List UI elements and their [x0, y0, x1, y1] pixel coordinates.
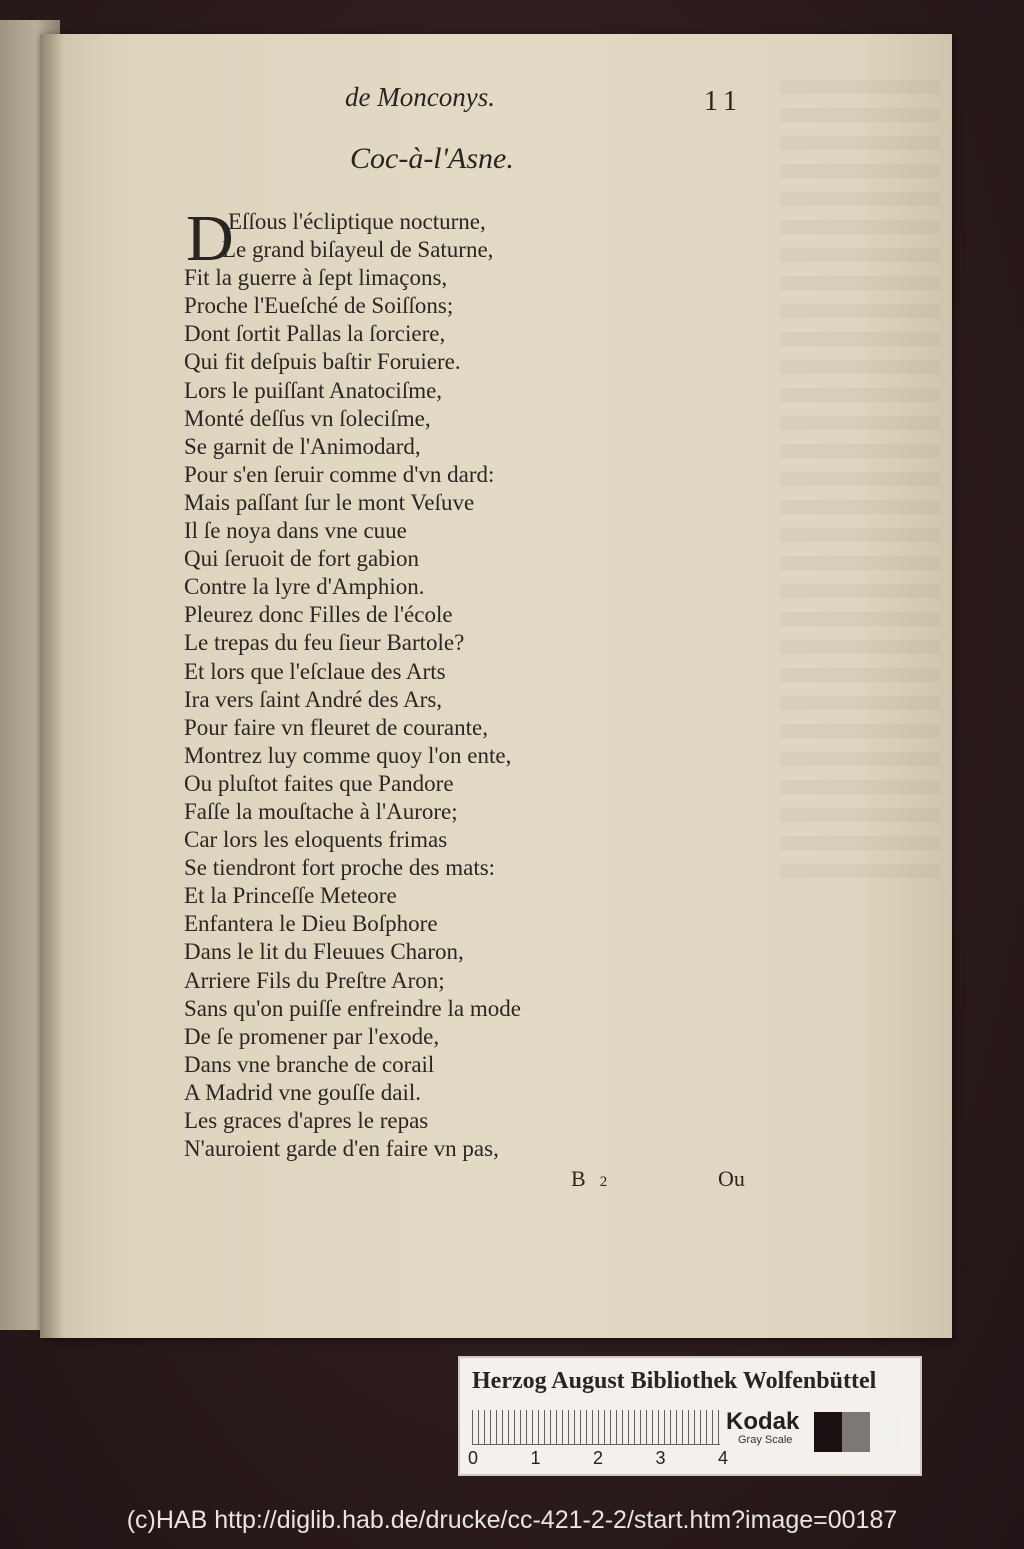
verse-line: Contre la lyre d'Amphion.: [184, 574, 425, 600]
catchword: Ou: [718, 1166, 745, 1191]
verse-line: Le trepas du feu ſieur Bartole?: [184, 630, 465, 656]
verse-line: Et la Princeſſe Meteore: [184, 883, 397, 909]
verse-line: Eſſous l'écliptique nocturne,: [228, 209, 486, 234]
verse-line: Et lors que l'eſclaue des Arts: [184, 658, 446, 684]
gray-swatch-light: [870, 1412, 898, 1452]
verse-line: Proche l'Eueſché de Soiſſons;: [184, 293, 454, 319]
signature-mark: [571, 1166, 607, 1192]
page-gutter-shadow: [40, 34, 64, 1338]
gray-swatch-mid: [842, 1412, 870, 1452]
signature-number: 2: [599, 1174, 608, 1190]
kodak-logo: Kodak: [726, 1408, 800, 1435]
verse-line: Il ſe noya dans vne cuue: [184, 518, 407, 544]
verse-line: Monté deſſus vn ſoleciſme,: [184, 405, 431, 431]
verse-line: Dans vne branche de corail: [184, 1051, 435, 1077]
ruler-numbers: [468, 1448, 728, 1469]
ruler-number: 4: [717, 1448, 728, 1468]
gray-scale-caption: Gray Scale: [738, 1434, 793, 1446]
ruler-number: 0: [468, 1448, 479, 1468]
verse-line: N'auroient garde d'en faire vn pas,: [184, 1136, 499, 1162]
verse-line: Car lors les eloquents frimas: [184, 827, 448, 853]
verse-line: Se tiendront fort proche des mats:: [184, 855, 496, 881]
running-head: de Monconys.: [345, 82, 495, 112]
verse-line: Arriere Fils du Preſtre Aron;: [184, 967, 445, 993]
verse-line: A Madrid vne gouſſe dail.: [184, 1079, 421, 1105]
verse-line: De ſe promener par l'exode,: [184, 1023, 440, 1049]
poem-verses: [172, 202, 592, 1163]
ruler-number: 1: [530, 1448, 541, 1468]
verse-line: Dans le lit du Fleuues Charon,: [184, 939, 464, 965]
verse-line: Pour s'en ſeruir comme d'vn dard:: [184, 461, 495, 487]
measurement-ruler: [472, 1410, 720, 1445]
ruler-number: 3: [655, 1448, 666, 1468]
verse-line: Fit la guerre à ſept limaçons,: [184, 265, 448, 291]
verse-line: Sans qu'on puiſſe enfreindre la mode: [184, 995, 521, 1021]
verse-line: Pour faire vn fleuret de courante,: [184, 714, 488, 740]
poem-title: Coc-à-l'Asne.: [350, 142, 514, 175]
verse-line: Ou pluſtot faites que Pandore: [184, 770, 454, 796]
verse-line: Qui ſeruoit de fort gabion: [184, 546, 420, 572]
verse-line: Ira vers ſaint André des Ars,: [184, 686, 443, 712]
verse-line: Pleurez donc Filles de l'école: [184, 602, 453, 628]
library-name: Herzog August Bibliothek Wolfenbüttel: [472, 1368, 877, 1394]
ink-bleed-through: [780, 80, 940, 880]
verse-line: Montrez luy comme quoy l'on ente,: [184, 742, 512, 768]
verse-line: Qui fit deſpuis baſtir Foruiere.: [184, 349, 461, 375]
verse-line: Lors le puiſſant Anatociſme,: [184, 377, 443, 403]
ruler-number: 2: [592, 1448, 603, 1468]
verse-line: Le grand biſayeul de Saturne,: [222, 237, 494, 263]
source-url: (c)HAB http://diglib.hab.de/drucke/cc-421-2-2/start.htm?image=00187: [126, 1506, 898, 1534]
gray-swatch-dark: [814, 1412, 842, 1452]
verse-line: Faſſe la mouſtache à l'Aurore;: [184, 798, 458, 824]
verse-line: Les graces d'apres le repas: [184, 1108, 429, 1133]
verse-line: Dont ſortit Pallas la ſorciere,: [184, 321, 446, 347]
verse-line: Se garnit de l'Animodard,: [184, 433, 421, 459]
verse-line: Enfantera le Dieu Boſphore: [184, 911, 438, 937]
verse-line: Mais paſſant ſur le mont Veſuve: [184, 489, 475, 515]
drop-cap: D: [186, 202, 234, 275]
library-color-card: [458, 1356, 922, 1476]
page-number: 11: [704, 86, 743, 117]
signature-letter: B: [571, 1166, 586, 1191]
